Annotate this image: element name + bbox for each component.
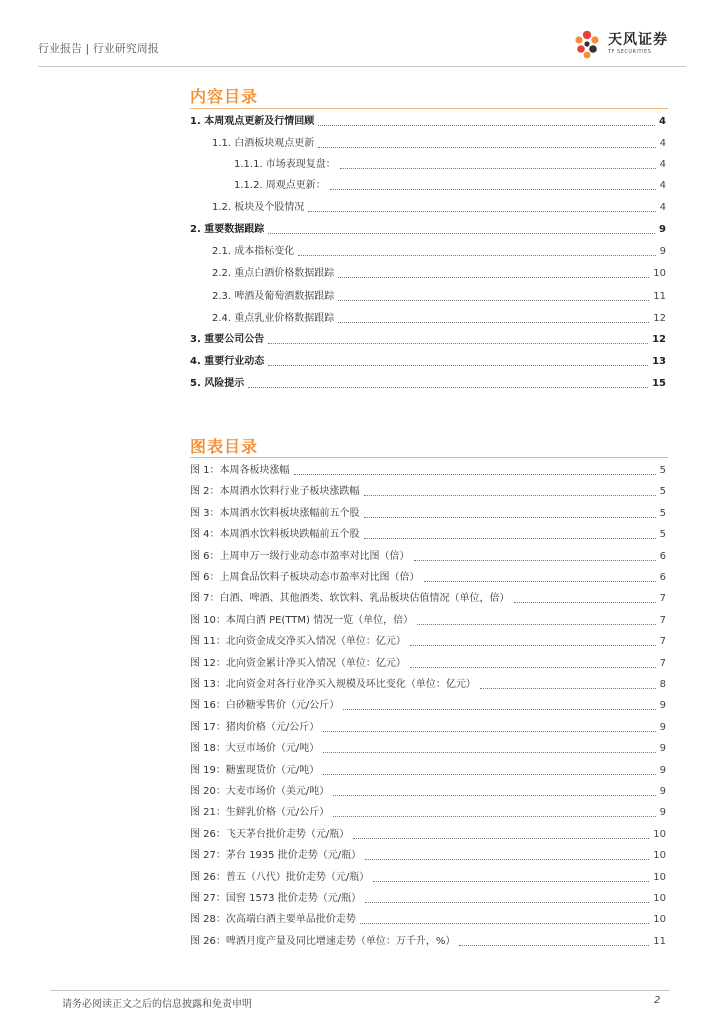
toc-entry-label: 2.1. 成本指标变化 (212, 246, 295, 257)
dot-leader (268, 365, 648, 366)
figure-entry-page: 6 (659, 551, 666, 562)
toc-entry[interactable] (212, 310, 666, 326)
dot-leader (318, 125, 655, 126)
toc-entry[interactable] (190, 331, 666, 347)
dot-leader (338, 300, 649, 301)
dot-leader (365, 859, 649, 860)
toc-entry-label: 1.2. 板块及个股情况 (212, 202, 305, 213)
page-header (38, 20, 686, 67)
toc-entry-page: 4 (659, 138, 666, 149)
dot-leader (294, 474, 656, 475)
figure-entry-label: 图 18：大豆市场价（元/吨） (190, 743, 320, 754)
dot-leader (323, 774, 655, 775)
figure-entry[interactable] (190, 869, 666, 885)
toc-entry[interactable] (234, 177, 666, 193)
figure-entry-label: 图 6：上周食品饮料子板块动态市盈率对比图（倍） (190, 572, 420, 583)
dot-leader (364, 517, 656, 518)
toc-entry[interactable] (212, 199, 666, 215)
page-number: 2 (654, 995, 661, 1006)
dot-leader (268, 233, 655, 234)
figure-entry-label: 图 26：啤酒月度产量及同比增速走势（单位：万千升，%） (190, 936, 456, 947)
toc-entry[interactable] (212, 135, 666, 151)
toc-entry-label: 1.1.2. 周观点更新： (234, 180, 326, 191)
toc-entry-page: 15 (652, 378, 666, 389)
footer-disclaimer: 请务必阅读正文之后的信息披露和免责申明 (62, 999, 252, 1010)
dot-leader (323, 731, 655, 732)
figures-title: 图表目录 (190, 437, 259, 456)
dot-leader (323, 752, 655, 753)
toc-entry-page: 9 (659, 246, 666, 257)
figure-entry[interactable] (190, 826, 666, 842)
figure-entry[interactable] (190, 762, 666, 778)
dot-leader (417, 624, 656, 625)
figure-entry-page: 7 (659, 593, 666, 604)
figure-entry-label: 图 21：生鲜乳价格（元/公斤） (190, 807, 330, 818)
figure-entry-page: 10 (653, 872, 666, 883)
logo-chinese-name: 天风证券 (608, 32, 668, 48)
figure-entry[interactable] (190, 633, 666, 649)
dot-leader (414, 560, 656, 561)
dot-leader (410, 667, 656, 668)
figure-entry[interactable] (190, 612, 666, 628)
dot-leader (338, 277, 649, 278)
dot-leader (410, 645, 656, 646)
toc-entry-page: 4 (659, 159, 666, 170)
figure-entry-label: 图 10：本周白酒 PE(TTM) 情况一览（单位，倍） (190, 615, 414, 626)
figure-entry[interactable] (190, 526, 666, 542)
figure-entry-page: 8 (659, 679, 666, 690)
toc-entry[interactable] (212, 243, 666, 259)
figure-entry[interactable] (190, 483, 666, 499)
dot-leader (318, 147, 655, 148)
dot-leader (268, 343, 648, 344)
toc-entry[interactable] (190, 221, 666, 237)
dot-leader (353, 838, 649, 839)
figure-entry-page: 9 (659, 743, 666, 754)
toc-entry-page: 10 (653, 268, 666, 279)
toc-entry-label: 1.1.1. 市场表现复盘： (234, 159, 336, 170)
figure-entry-label: 图 1：本周各板块涨幅 (190, 465, 290, 476)
figure-entry[interactable] (190, 719, 666, 735)
figure-entry-page: 7 (659, 636, 666, 647)
figure-entry[interactable] (190, 933, 666, 949)
figure-entry-page: 9 (659, 786, 666, 797)
company-logo (570, 26, 668, 62)
figure-entry-label: 图 11：北向资金成交净买入情况（单位：亿元） (190, 636, 406, 647)
figure-entry-label: 图 16：白砂糖零售价（元/公斤） (190, 700, 340, 711)
dot-leader (360, 923, 649, 924)
toc-entry-page: 4 (659, 202, 666, 213)
figure-entry[interactable] (190, 548, 666, 564)
toc-entry[interactable] (212, 288, 666, 304)
dot-leader (330, 189, 656, 190)
toc-entry-page: 12 (652, 334, 666, 345)
report-type-label: 行业报告 | 行业研究周报 (38, 42, 159, 55)
figure-entry-label: 图 26：飞天茅台批价走势（元/瓶） (190, 829, 350, 840)
figure-entry-page: 10 (653, 893, 666, 904)
figure-entry-page: 5 (659, 486, 666, 497)
figure-entry[interactable] (190, 590, 666, 606)
figure-entry-label: 图 2：本周酒水饮料行业子板块涨跌幅 (190, 486, 360, 497)
toc-entry[interactable] (212, 265, 666, 281)
dot-leader (340, 168, 656, 169)
dot-leader (373, 881, 649, 882)
toc-entry-label: 2.3. 啤酒及葡萄酒数据跟踪 (212, 291, 335, 302)
figure-entry-page: 7 (659, 615, 666, 626)
figure-entry-label: 图 12：北向资金累计净买入情况（单位：亿元） (190, 658, 406, 669)
dot-leader (424, 581, 656, 582)
figure-entry[interactable] (190, 847, 666, 863)
figure-entry-page: 9 (659, 722, 666, 733)
figure-entry-page: 11 (653, 936, 666, 947)
toc-entry[interactable] (190, 375, 666, 391)
toc-entry-label: 1. 本周观点更新及行情回顾 (190, 116, 315, 127)
figure-entry[interactable] (190, 655, 666, 671)
figure-entry-label: 图 4：本周酒水饮料板块跌幅前五个股 (190, 529, 360, 540)
figure-entry-page: 5 (659, 529, 666, 540)
figure-entry[interactable] (190, 740, 666, 756)
dot-leader (308, 211, 655, 212)
dot-leader (459, 945, 649, 946)
toc-entry-page: 12 (653, 313, 666, 324)
figure-entry-label: 图 28：次高端白酒主要单品批价走势 (190, 914, 356, 925)
figure-entry-page: 10 (653, 914, 666, 925)
figure-entry-page: 9 (659, 700, 666, 711)
dot-leader (364, 538, 656, 539)
figure-entry-page: 9 (659, 765, 666, 776)
figure-entry-page: 7 (659, 658, 666, 669)
figure-entry-label: 图 3：本周酒水饮料板块涨幅前五个股 (190, 508, 360, 519)
toc-entry[interactable] (234, 156, 666, 172)
toc-entry-label: 2.4. 重点乳业价格数据跟踪 (212, 313, 335, 324)
figure-entry[interactable] (190, 505, 666, 521)
figure-entry[interactable] (190, 676, 666, 692)
dot-leader (364, 495, 656, 496)
figure-entry-label: 图 6：上周申万一级行业动态市盈率对比图（倍） (190, 551, 410, 562)
figure-entry-label: 图 19：糖蜜现货价（元/吨） (190, 765, 320, 776)
figure-entry-label: 图 13：北向资金对各行业净买入规模及环比变化（单位：亿元） (190, 679, 476, 690)
figure-entry-label: 图 17：猪肉价格（元/公斤） (190, 722, 320, 733)
figure-entry[interactable] (190, 804, 666, 820)
toc-entry-label: 1.1. 白酒板块观点更新 (212, 138, 315, 149)
toc-entry-label: 4. 重要行业动态 (190, 356, 265, 367)
figure-entry-label: 图 20：大麦市场价（美元/吨） (190, 786, 330, 797)
figure-entry-page: 5 (659, 465, 666, 476)
figure-entry-label: 图 7：白酒、啤酒、其他酒类、软饮料、乳品板块估值情况（单位，倍） (190, 593, 510, 604)
figure-entry[interactable] (190, 890, 666, 906)
toc-title: 内容目录 (190, 87, 259, 106)
figure-entry-page: 6 (659, 572, 666, 583)
dot-leader (480, 688, 656, 689)
dot-leader (248, 387, 648, 388)
toc-entry-page: 4 (659, 180, 666, 191)
logo-english-name: TF SECURITIES (608, 49, 652, 55)
figure-entry-page: 9 (659, 807, 666, 818)
dot-leader (333, 795, 655, 796)
toc-entry-label: 2.2. 重点白酒价格数据跟踪 (212, 268, 335, 279)
dot-leader (514, 602, 656, 603)
toc-entry[interactable] (190, 113, 666, 129)
dot-leader (338, 322, 649, 323)
figure-entry-label: 图 27：国窖 1573 批价走势（元/瓶） (190, 893, 362, 904)
figure-entry-label: 图 26：普五（八代）批价走势（元/瓶） (190, 872, 370, 883)
toc-entry-label: 5. 风险提示 (190, 378, 245, 389)
figure-entry-page: 10 (653, 829, 666, 840)
figure-entry[interactable] (190, 697, 666, 713)
figure-entry[interactable] (190, 569, 666, 585)
dot-leader (298, 255, 655, 256)
figures-title-rule (190, 457, 668, 458)
toc-title-rule (190, 108, 668, 109)
toc-entry-label: 3. 重要公司公告 (190, 334, 265, 345)
figure-entry[interactable] (190, 783, 666, 799)
figure-entry-page: 10 (653, 850, 666, 861)
logo-flower-icon (570, 27, 604, 61)
figure-entry-label: 图 27：茅台 1935 批价走势（元/瓶） (190, 850, 362, 861)
toc-entry[interactable] (190, 353, 666, 369)
figure-entry[interactable] (190, 911, 666, 927)
toc-entry-page: 11 (653, 291, 666, 302)
dot-leader (365, 902, 649, 903)
figure-entry[interactable] (190, 462, 666, 478)
toc-entry-page: 9 (659, 224, 666, 235)
footer-rule (50, 990, 670, 991)
toc-entry-page: 13 (652, 356, 666, 367)
dot-leader (333, 816, 655, 817)
toc-entry-page: 4 (659, 116, 666, 127)
dot-leader (343, 709, 655, 710)
figure-entry-page: 5 (659, 508, 666, 519)
toc-entry-label: 2. 重要数据跟踪 (190, 224, 265, 235)
